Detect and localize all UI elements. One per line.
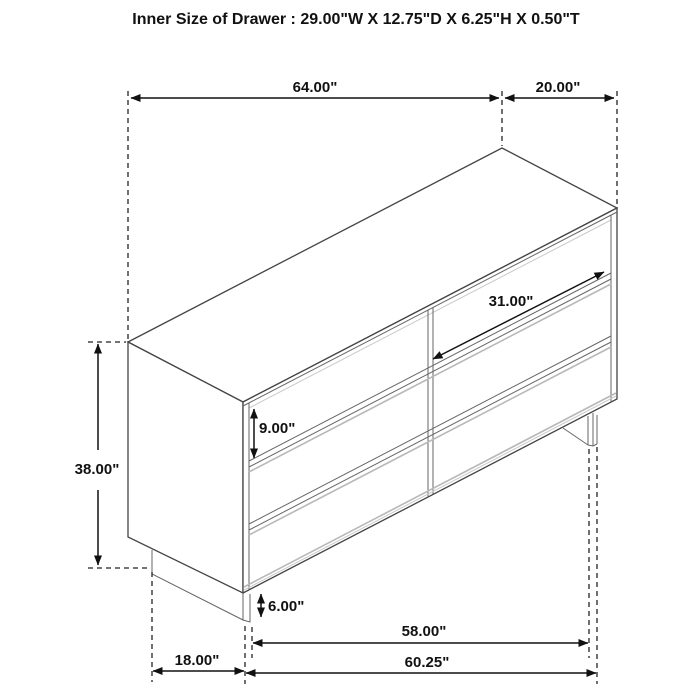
dim-label-top-width: 64.00" xyxy=(292,79,338,96)
dim-label-overall-height: 38.00" xyxy=(74,461,120,478)
dim-label-base-height: 6.00" xyxy=(268,598,305,615)
dim-label-drawer-height: 9.00" xyxy=(259,420,296,437)
dim-label-span-6025: 60.25" xyxy=(404,654,450,671)
diagram-title: Inner Size of Drawer : 29.00"W X 12.75"D X 6.25"H X 0.50"T xyxy=(132,11,580,28)
dim-label-top-depth: 20.00" xyxy=(535,79,581,96)
dim-label-base-depth: 18.00" xyxy=(174,652,220,669)
dresser-drawing xyxy=(128,148,617,622)
dim-label-drawer-width: 31.00" xyxy=(488,293,534,310)
dim-label-span-58: 58.00" xyxy=(401,623,447,640)
